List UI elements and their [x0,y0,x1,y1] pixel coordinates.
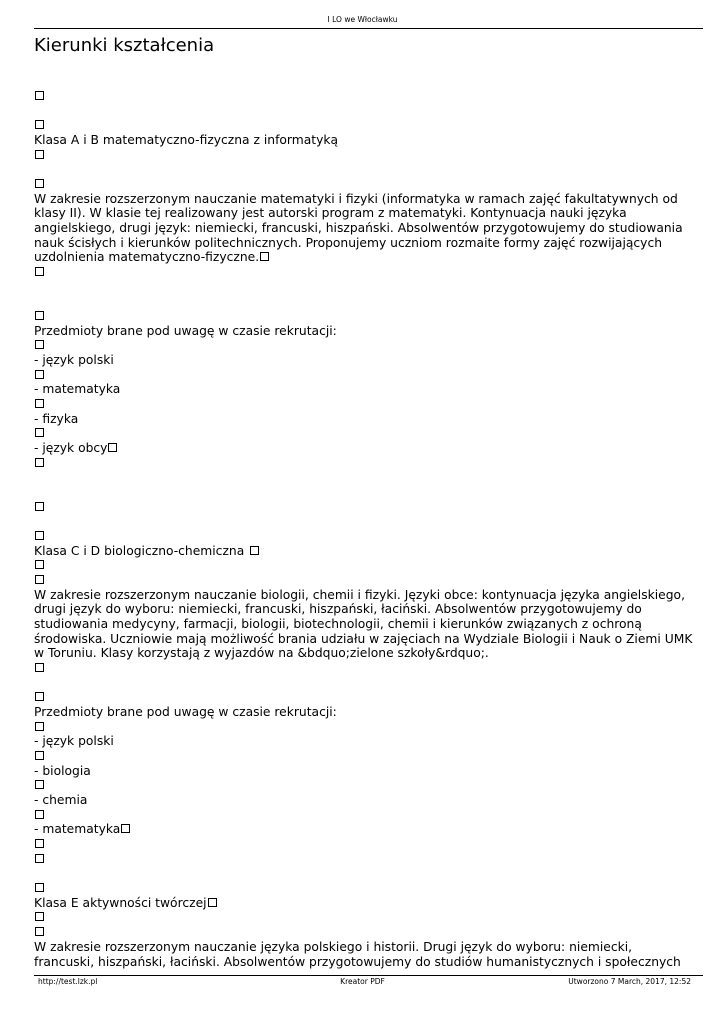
missing-glyph-box [35,839,44,848]
subject-item: - biologia [34,763,91,778]
placeholder-box-row [34,690,694,705]
placeholder-box-row [34,500,694,515]
missing-glyph-box [35,692,44,701]
missing-glyph-box [208,898,217,907]
subjects-label-ab: Przedmioty brane pod uwagę w czasie rekrutacji: [34,323,337,338]
missing-glyph-box [35,179,44,188]
missing-glyph-box [35,150,44,159]
placeholder-box-row [34,397,694,412]
class-description-ab: W zakresie rozszerzonym nauczanie matematyki i fizyki (informatyka w ramach zajęć fakultatywnych od klasy II). W klasie tej realizowany jest autorski program z matematyki. Kontynuacja nauki języka angielskiego, drugi język: niemiecki, francuski, hiszpański. Absolwentów przygotowujemy do studiowania nauk ścisłych i kierunków politechnicznych. Proponujemy uczniom rozmaite formy zajęć rozwijających uzdolnienia matematyczno-fizyczne. [34,191,683,265]
placeholder-box-row [34,426,694,441]
class-description-e: W zakresie rozszerzonym nauczanie języka polskiego i historii. Drugi język do wyboru: niemiecki, francuski, hiszpański, łaciński. Absolwentów przygotowujemy do studiów humanistycznych i społecznych [34,939,681,969]
placeholder-box-row [34,925,694,940]
placeholder-box-row [34,852,694,867]
missing-glyph-box [35,399,44,408]
placeholder-box-row [34,338,694,353]
subject-item: - matematyka [34,822,694,837]
missing-glyph-box [35,883,44,892]
footer-created-date: Utworzono 7 March, 2017, 12:52 [568,977,691,986]
missing-glyph-box [35,531,44,540]
missing-glyph-box [35,927,44,936]
placeholder-box-row [34,558,694,573]
missing-glyph-box [35,311,44,320]
placeholder-box-row [34,89,694,104]
missing-glyph-box [35,912,44,921]
missing-glyph-box [35,502,44,511]
placeholder-box-row [34,368,694,383]
placeholder-box-row [34,529,694,544]
missing-glyph-box [260,252,269,261]
subject-item: - język polski [34,353,114,368]
missing-glyph-box [121,824,130,833]
placeholder-box-row [34,881,694,896]
missing-glyph-box [35,428,44,437]
missing-glyph-box [35,267,44,276]
class-heading-ab: Klasa A i B matematyczno-fizyczna z informatyką [34,133,339,147]
placeholder-box-row [34,749,694,764]
page-title: Kierunki kształcenia [34,35,215,56]
placeholder-box-row [34,661,694,676]
missing-glyph-box [35,751,44,760]
placeholder-box-row [34,118,694,133]
placeholder-box-row [34,778,694,793]
placeholder-box-row [34,837,694,852]
missing-glyph-box [35,722,44,731]
subject-item: - matematyka [34,382,121,397]
missing-glyph-box [35,780,44,789]
missing-glyph-box [108,443,117,452]
missing-glyph-box [250,546,259,555]
missing-glyph-box [35,91,44,100]
missing-glyph-box [35,663,44,672]
missing-glyph-box [35,854,44,863]
placeholder-box-row [34,573,694,588]
header-site-name: I LO we Włocławku [327,15,398,24]
missing-glyph-box [35,575,44,584]
missing-glyph-box [35,370,44,379]
subject-item: - język polski [34,734,114,749]
placeholder-box-row [34,148,694,163]
document-body [34,89,694,970]
class-heading-cd: Klasa C i D biologiczno-chemiczna [34,544,694,559]
footer-generator: Kreator PDF [340,977,385,986]
missing-glyph-box [35,560,44,569]
placeholder-box-row [34,456,694,471]
placeholder-box-row [34,720,694,735]
missing-glyph-box [35,340,44,349]
footer-url: http://test.lzk.pl [38,977,98,986]
placeholder-box-row [34,265,694,280]
subject-item: - język obcy [34,441,694,456]
placeholder-box-row [34,808,694,823]
class-description-cd: W zakresie rozszerzonym nauczanie biologii, chemii i fizyki. Języki obce: kontynuacja języka angielskiego, drugi język do wyboru: niemiecki, francuski, hiszpański, łaciński. Absolwentów przygotowujemy do studiowania medycyny, farmacji, biologii, biotechnologii, chemii i kierunków związanych z ochroną środowiska. Uczniowie mają możliwość brania udziału w zajęciach na Wydziale Biologii i Nauk o Ziemi UMK w Toruniu. Klasy korzystają z wyjazdów na &bdquo;zielone szkoły&rdquo;. [34,587,693,661]
subject-item: - chemia [34,793,88,808]
footer-divider [34,975,703,976]
subject-item: - fizyka [34,411,79,426]
missing-glyph-box [35,458,44,467]
missing-glyph-box [35,810,44,819]
header-divider [34,28,703,29]
placeholder-box-row [34,309,694,324]
placeholder-box-row [34,910,694,925]
missing-glyph-box [35,120,44,129]
class-heading-e: Klasa E aktywności twórczej [34,896,694,911]
placeholder-box-row [34,177,694,192]
subjects-label-cd: Przedmioty brane pod uwagę w czasie rekrutacji: [34,705,337,720]
